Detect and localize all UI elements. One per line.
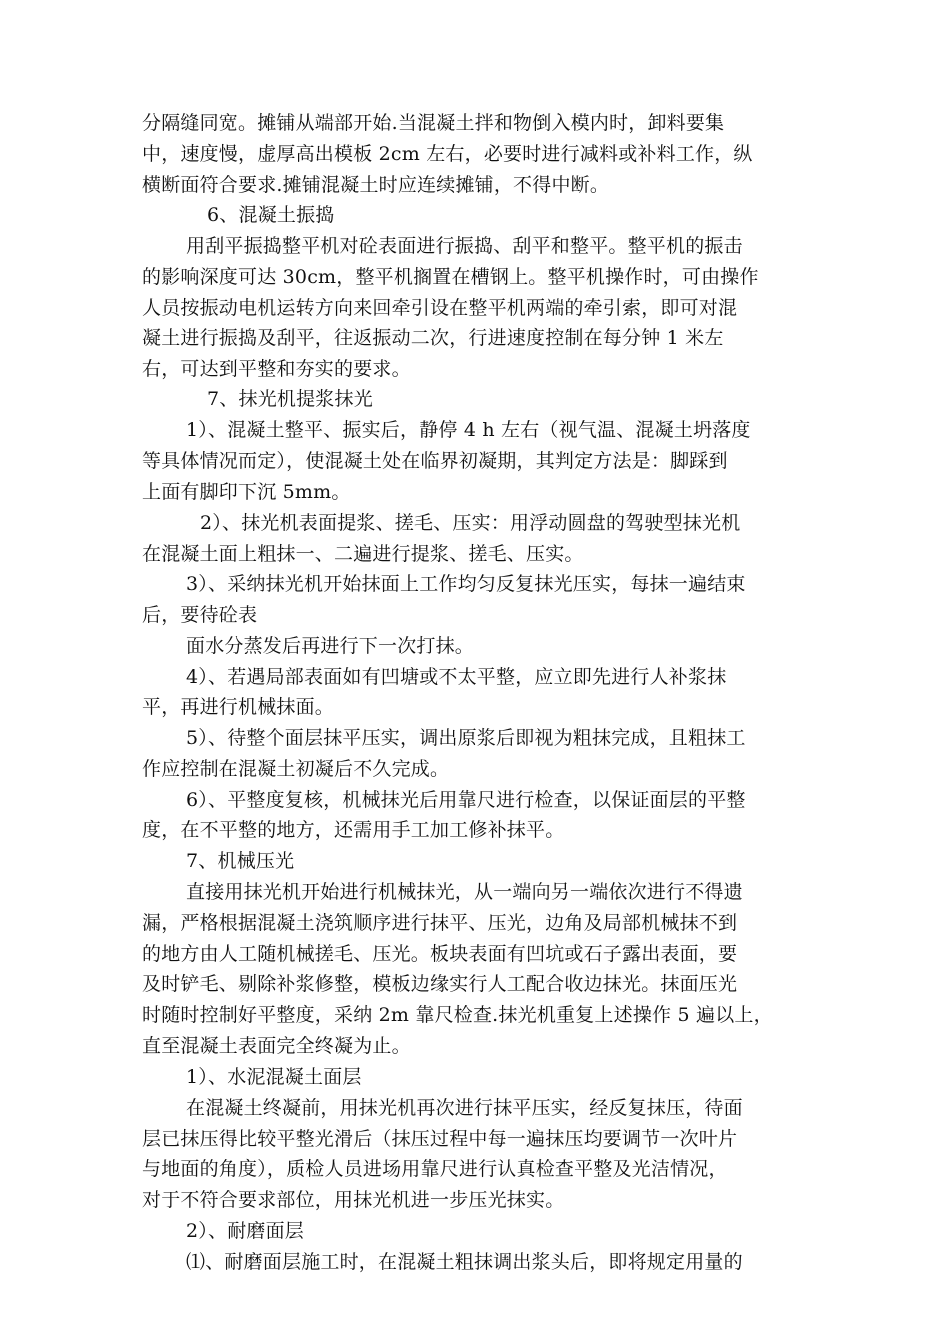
text-line: 凝土进行振捣及刮平，往返振动二次，行进速度控制在每分钟 1 米左 — [142, 327, 724, 349]
text-line: 及时铲毛、剔除补浆修整，模板边缘实行人工配合收边抹光。抹面压光 — [142, 973, 738, 995]
text-line: 人员按振动电机运转方向来回牵引设在整平机两端的牵引索，即可对混 — [142, 297, 738, 319]
text-line: 漏，严格根据混凝土浇筑顺序进行抹平、压光，边角及局部机械抹不到 — [142, 912, 738, 934]
text-line: 在混凝土终凝前，用抹光机再次进行抹平压实，经反复抹压，待面 — [186, 1097, 743, 1119]
text-line: 2）、抹光机表面提浆、搓毛、压实：用浮动圆盘的驾驶型抹光机 — [200, 512, 741, 534]
section-heading: 6、混凝土振捣 — [207, 204, 335, 226]
section-heading: 2）、耐磨面层 — [186, 1220, 304, 1242]
text-line: 作应控制在混凝土初凝后不久完成。 — [142, 758, 450, 780]
text-line: 与地面的角度），质检人员进场用靠尺进行认真检查平整及光洁情况， — [142, 1158, 728, 1180]
text-line: 在混凝土面上粗抹一、二遍进行提浆、搓毛、压实。 — [142, 543, 584, 565]
text-line: 右，可达到平整和夯实的要求。 — [142, 358, 411, 380]
text-line: 4）、若遇局部表面如有凹塘或不太平整，应立即先进行人补浆抹 — [186, 666, 727, 688]
text-line: 直至混凝土表面完全终凝为止。 — [142, 1035, 411, 1057]
text-line: 6）、平整度复核，机械抹光后用靠尺进行检查，以保证面层的平整 — [186, 789, 746, 811]
section-heading: 1）、水泥混凝土面层 — [186, 1066, 362, 1088]
text-line: 上面有脚印下沉 5mm。 — [142, 481, 351, 503]
text-line: 后，要待砼表 — [142, 604, 258, 626]
text-line: 的地方由人工随机械搓毛、压光。板块表面有凹坑或石子露出表面，要 — [142, 943, 738, 965]
text-line: 直接用抹光机开始进行机械抹光，从一端向另一端依次进行不得遗 — [186, 881, 743, 903]
text-line: 度，在不平整的地方，还需用手工加工修补抹平。 — [142, 819, 565, 841]
text-line: 中，速度慢，虚厚高出模板 2cm 左右，必要时进行减料或补料工作，纵 — [142, 143, 753, 165]
text-line: 5）、待整个面层抹平压实，调出原浆后即视为粗抹完成，且粗抹工 — [186, 727, 746, 749]
text-line: 对于不符合要求部位，用抹光机进一步压光抹实。 — [142, 1189, 565, 1211]
section-heading: 7、机械压光 — [186, 850, 295, 872]
text-line: 横断面符合要求.摊铺混凝土时应连续摊铺，不得中断。 — [142, 174, 610, 196]
section-heading: 7、抹光机提浆抹光 — [207, 388, 373, 410]
text-line: 分隔缝同宽。摊铺从端部开始.当混凝土拌和物倒入模内时，卸料要集 — [142, 112, 725, 134]
text-line: ⑴、耐磨面层施工时，在混凝土粗抹调出浆头后，即将规定用量的 — [186, 1251, 743, 1273]
text-line: 时随时控制好平整度，采纳 2m 靠尺检查.抹光机重复上述操作 5 遍以上， — [142, 1004, 773, 1026]
text-line: 3）、采纳抹光机开始抹面上工作均匀反复抹光压实，每抹一遍结束 — [186, 573, 746, 595]
text-line: 用刮平振捣整平机对砼表面进行振捣、刮平和整平。整平机的振击 — [186, 235, 743, 257]
text-line: 的影响深度可达 30cm，整平机搁置在槽钢上。整平机操作时，可由操作 — [142, 266, 759, 288]
text-line: 平，再进行机械抹面。 — [142, 696, 335, 718]
text-line: 1）、混凝土整平、振实后，静停 4 h 左右（视气温、混凝土坍落度 — [186, 419, 751, 441]
text-line: 面水分蒸发后再进行下一次打抹。 — [186, 635, 475, 657]
text-line: 等具体情况而定），使混凝土处在临界初凝期，其判定方法是：脚踩到 — [142, 450, 728, 472]
text-line: 层已抹压得比较平整光滑后（抹压过程中每一遍抹压均要调节一次叶片 — [142, 1128, 738, 1150]
